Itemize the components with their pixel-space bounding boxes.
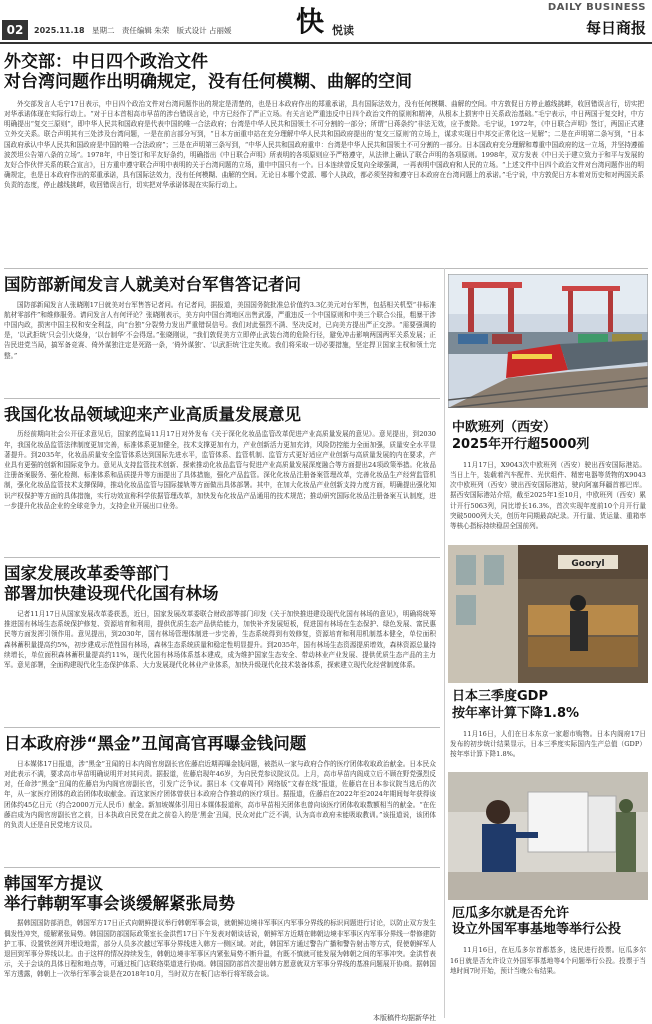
header-rule [0,42,652,44]
article-forestry [0,564,440,721]
article-body: 国防部新闻发言人张晓刚17日就美对台军售答记者问。有记者问，据报道，美国国务院批准总价值约3.3亿美元对台军售，包括相关机型“非标准航材零部件”和维修服务。请问发言人有何评论？张晓刚表示，美方向中国台湾地区出售武器，严重违反一个中国原则和中美三个联合公报，粗暴干涉中国内政，损害中国主权和安全利益，向“台独”分裂势力发出严重错误信号。我们对此强烈不满、坚决反对，已向美方提出严正交涉。“需要强调的是，‘以武拒统’只会引火烧身，‘以台制华’不会得逞。”张晓刚说，“我们敦促美方立即停止武装台湾的危险行径，避免冲击影响两国两军关系发展；正告民进党当局，搞军备竞赛、倚外谋独注定是死路一条，‘倚外谋独’、‘以武拒统’注定失败。我们将采取一切必要措施，坚定捍卫国家主权和领土完整。” [4,300,436,360]
article-body: 记者11月17日从国家发展改革委获悉，近日，国家发展改革委联合财政部等部门印发《关于加快推进建设现代化国有林场的意见》，明确将统筹推进国有林场生态系统保护修复、资源培育和利用，提供优质生态产品供给能力，加快补齐发展短板，促进国有林场在生态保护、绿色发展、富民惠民等方面发挥引领作用。意见提出，到2030年，国有林场管理体制进一步完善，生态系统得到有效修复，资源培育和利用机制基本健全，单位面积森林蓄积量提高约5%，初步建成示范性国有林场，森林生态系统质量和稳定性明显提升。到2035年，国有林场生态资源提质增效，森林资源总量持续增长，单位面积森林蓄积量提高约11%，现代化国有林场体系基本建成，成为维护国家生态安全、带动林业产业发展、提供优质生态产品的主力军。意见部署，全面构建现代化生态保护体系、大力发展现代化林业产业体系，加快升级现代化技术装备体系，探索建立现代化经营制度体系。 [4,609,436,669]
article-defense-ministry [0,275,440,392]
sidebar-title-line: 厄瓜多尔就是否允许 [452,905,570,921]
sidebar-title-line: 2025年开行超5000列 [452,436,590,452]
store-sign-text: Gooryl [571,559,605,570]
designer-credit: 版式设计 占丽媛 [176,26,232,35]
headline-line: 日本政府涉“黑金”丑闻高官再曝金钱问题 [4,733,307,753]
headline-line: 举行韩朝军事会谈缓解紧张局势 [4,893,235,913]
article-body: 历经前期向社会公开征求意见后，国家药监局11月17日对外发布《关于深化化妆品监管改革促进产业高质量发展的意见》。意见提出，到2030年，我国化妆品监管法律制度更加完善，标准体系更加健全，技术支撑更加有力，产业创新活力更加充沛，风险防控能力全面加强，质量安全水平显著提升。到2035年，化妆品质量安全监管体系达到国际先进水平，监管体系、监管机制、监管方式更好适应产业创新与高质量发展的内在要求，产业具有更强的创新和国际竞争力。意见从支持监管技术创新、探索推动化妆品监管与促进产业高质量发展深度融合等方面提出24项政策举措。化妆品注册备案服务、强化检测、标准体系和品质提升等方面提出了具体措施，强化产品监管。深化化妆品注册备案管理改革，完善化妆品生产经营监管机制，强化化妆品监管技术支撑保障，推动化妆品监管与国际接轨等方面做出具体部署。其中，在加大化妆品产业创新支持力度方面，明确提出强化知识产权保护等方面的具体措施，实行功效宣称科学依据管理改革，加快发布化妆品产品通用的技术规范；推动研究国际化妆品注册备案互认制度，进一步提升化妆品企业的全球竞争力，支持企业开展出口业务。 [4,430,436,510]
sidebar-title-line: 设立外国军事基地等举行公投 [452,922,622,938]
brand-chinese: 每日商报 [585,19,646,37]
section-logo-big: 快 [296,5,325,38]
article-headline [0,405,440,425]
article-headline [0,52,648,93]
headline-line: 国家发展改革委等部门 [4,564,169,584]
article-body: 外交部发言人毛宁17日表示，中日四个政治文件对台湾问题作出的规定是清楚的，也是日本政府作出的郑重承诺，具有国际法效力，没有任何模糊、曲解的空间。中方敦促日方停止越线挑衅，收回错误言行，切实把对华承诺体现在实际行动上。“对于日本首相高市早苗的涉台错误言论，中方已经作了严正立场。有关言论严重违反中日四个政治文件的原则和精神，从根本上损害中日关系政治基础。”毛宁表示，中日两国于复交时，中方明确提出“复交三原则”，即中华人民共和国政府是代表中国的唯一合法政府；台湾是中华人民共和国领土不可分割的一部分；所谓“日蒋条约”非法无效，应予废除。毛宁说，1972年，《中日联合声明》签订，两国正式建立外交关系。联合声明其有三处涉及台湾问题，一是在前言部分写到，“日本方面重申站在充分理解中华人民共和国政府提出的‘复交三原则’的立场上，谋求实现日中邦交正常化这一见解”；二是在声明第二条写到，“日本国政府承认中华人民共和国政府是中国的唯一合法政府”；三是在声明第三条写到，“中华人民共和国政府重申：台湾是中华人民共和国领土不可分割的一部分。日本国政府充分理解和尊重中国政府的这一立场，并坚持遵循波茨坦公告第八条的立场”。1978年，中日签订和平友好条约，明确指出《中日联合声明》所表明的各项原则应予严格遵守，从法律上确认了联合声明的各项原则。1998年，双方发表《中日关于建立致力于和平与发展的友好合作伙伴关系的联合宣言》，日方重申遵守联合声明中表明的关于台湾问题的立场，重申中国只有一个。日本连续曾反复向全球强调，一再表明中国政府和人民的立场。“上述文件中日四个政治文件对台湾问题作出的明确规定，也是日本政府作出的郑重承诺，具有国际法效力，没有任何模糊、曲解的空间。无论日本哪个党派、哪个人执政，都必须坚持和遵守日本政府在台湾问题上的承诺。”毛宁说，中方敦促日方本着对历史和对两国关系负责的态度，停止越线挑衅，收回错误言行，切实把对华承诺体现在实际行动上。 [4,99,644,190]
sidebar-body: 11月16日，人们在日本东京一家超市购物。日本内阁府17日发布的初步统计结果显示，日本三季度实际国内生产总值（GDP）按年率计算下降1.8%。 [450,729,646,759]
headline-line: 对台湾问题作出明确规定，没有任何模糊、曲解的空间 [4,72,412,93]
article-headline [0,874,440,914]
sidebar-title-line: 按年率计算下降1.8% [452,706,580,722]
article-headline [0,275,440,295]
issue-meta [34,25,237,36]
sidebar-title-line: 日本三季度GDP [452,689,548,705]
sidebar-body: 11月16日，在厄瓜多尔首都基多，选民进行投票。厄瓜多尔16日就是否允许设立外国军事基地等4个问题举行公投。投票于当地时间7时开始，预计当晚公布结果。 [450,946,646,975]
column-divider [444,268,445,1018]
headline-line: 韩国军方提议 [4,873,103,893]
section-divider [4,727,440,728]
brand-english: DAILY BUSINESS [547,2,646,13]
headline-line: 部署加快建设现代化国有林场 [4,584,219,604]
section-divider [4,557,440,558]
headline-line: 我国化妆品领域迎来产业高质量发展意见 [4,404,301,424]
article-japan-scandal [0,734,440,861]
page-header [0,0,652,44]
article-headline [0,564,440,604]
editor-credit: 责任编辑 朱荣 [121,26,170,35]
main-column [0,52,652,1023]
article-body: 据韩国国防部消息，韩国军方17日正式向朝鲜提议举行韩朝军事会谈，就朝鲜边境非军事区内军事分界线的标识问题进行讨论，以防止双方发生偶发性冲突，缓解紧张局势。韩国国防部国际政策室长金洪哲17日下午发表对朝谈话说，朝鲜军方近期在韩朝边境非军事区内军事分界线一带修建防护工事、设置铁丝网并埋设地雷，部分人员多次越过军事分界线进入韩方一侧区域。对此，韩国军方通过警告广播和警告射击等方式，促使朝鲜军人退回到军事分界线以北。由于这样的情况持续发生，韩朝边境非军事区内紧张局势不断升温，有既不慎就可能发展为韩朝之间的军事冲突。金洪哲表示，关于会谈的具体日程和地点等，可通过板门店联络渠道进行协商。韩国国防部首次提出韩方愿意就双方军事分界线的基准问题展开协商。据韩国军方透露，韩朝上一次举行军事会谈是在2018年10月，当时双方在板门店举行将军级会谈。 [4,919,436,979]
section-divider [4,268,648,269]
newspaper-brand [548,2,646,38]
source-byline: 本版稿件均据新华社 [373,1014,436,1023]
sidebar-body: 11月17日，X9043次中欧班列（西安）驶出西安国际港站。当日上午，装载着汽车配件、光伏组件、精密电器等货物的X9043次中欧班列（西安）驶出西安国际港站，驶向阿塞拜疆首都巴库。据西安国际港站介绍，截至2025年1至10月，中欧班列（西安）累计开行5063列，同比增长16.3%，首次实现年度前10个月开行量突破5000列大关，创历年同期最高纪录。开行量、货运量、重箱率等核心指标持续稳居全国前列。 [450,460,646,530]
article-cosmetics [0,405,440,552]
article-headline [0,734,440,754]
article-korea-military [0,874,440,1024]
section-divider [4,398,440,399]
article-foreign-ministry [0,52,648,262]
sidebar-title-line: 中欧班列（西安） [452,420,557,435]
page-number: 02 [2,20,28,40]
section-logo-small: 悦读 [332,24,354,37]
issue-date: 2025.11.18 [34,26,85,35]
issue-weekday: 星期二 [92,26,115,35]
section-divider [4,867,440,868]
headline-line: 国防部新闻发言人就美对台军售答记者问 [4,274,301,294]
headline-line: 外交部：中日四个政治文件 [4,52,208,72]
article-body: 日本媒体17日报道，涉“黑金”丑闻的日本内阁官房副长官佐藤启近期再曝金钱问题，被指从一家与政府合作的医疗团体收取政治献金。日本民众对此表示不满，要求高市早苗明确说明并对其问责。据报道，佐藤启现年46岁，为自民党参议院议员。上月，高市早苗内阁成立后不顾在野党强烈反对，任命涉“黑金”丑闻的佐藤启为内阁官房副长官，引发广泛争议。据日本《文春周刊》网络版“文春在线”报道，佐藤启在日本参议院当选后的次年，从一家医疗团体的政治团体收取献金。而这家医疗团体曾获日本政府合作推动的医疗项目。据报道，佐藤启在2022年至2024年期间每年获得该团体约45亿日元（约合2000万元人民币）献金。新加坡媒体引用日本媒体报道称，高市早苗相关团体也曾向该医疗团体收取数额相当的献金。“在佐藤启成为内阁官房副长官之前，日本执政自民党在此之前卷入的是‘黑金’丑闻，民众对此广泛不满，认为高市政府未能吸取教训。”该报道说，该团体的负责人还是自民党地方议员。 [4,759,436,829]
